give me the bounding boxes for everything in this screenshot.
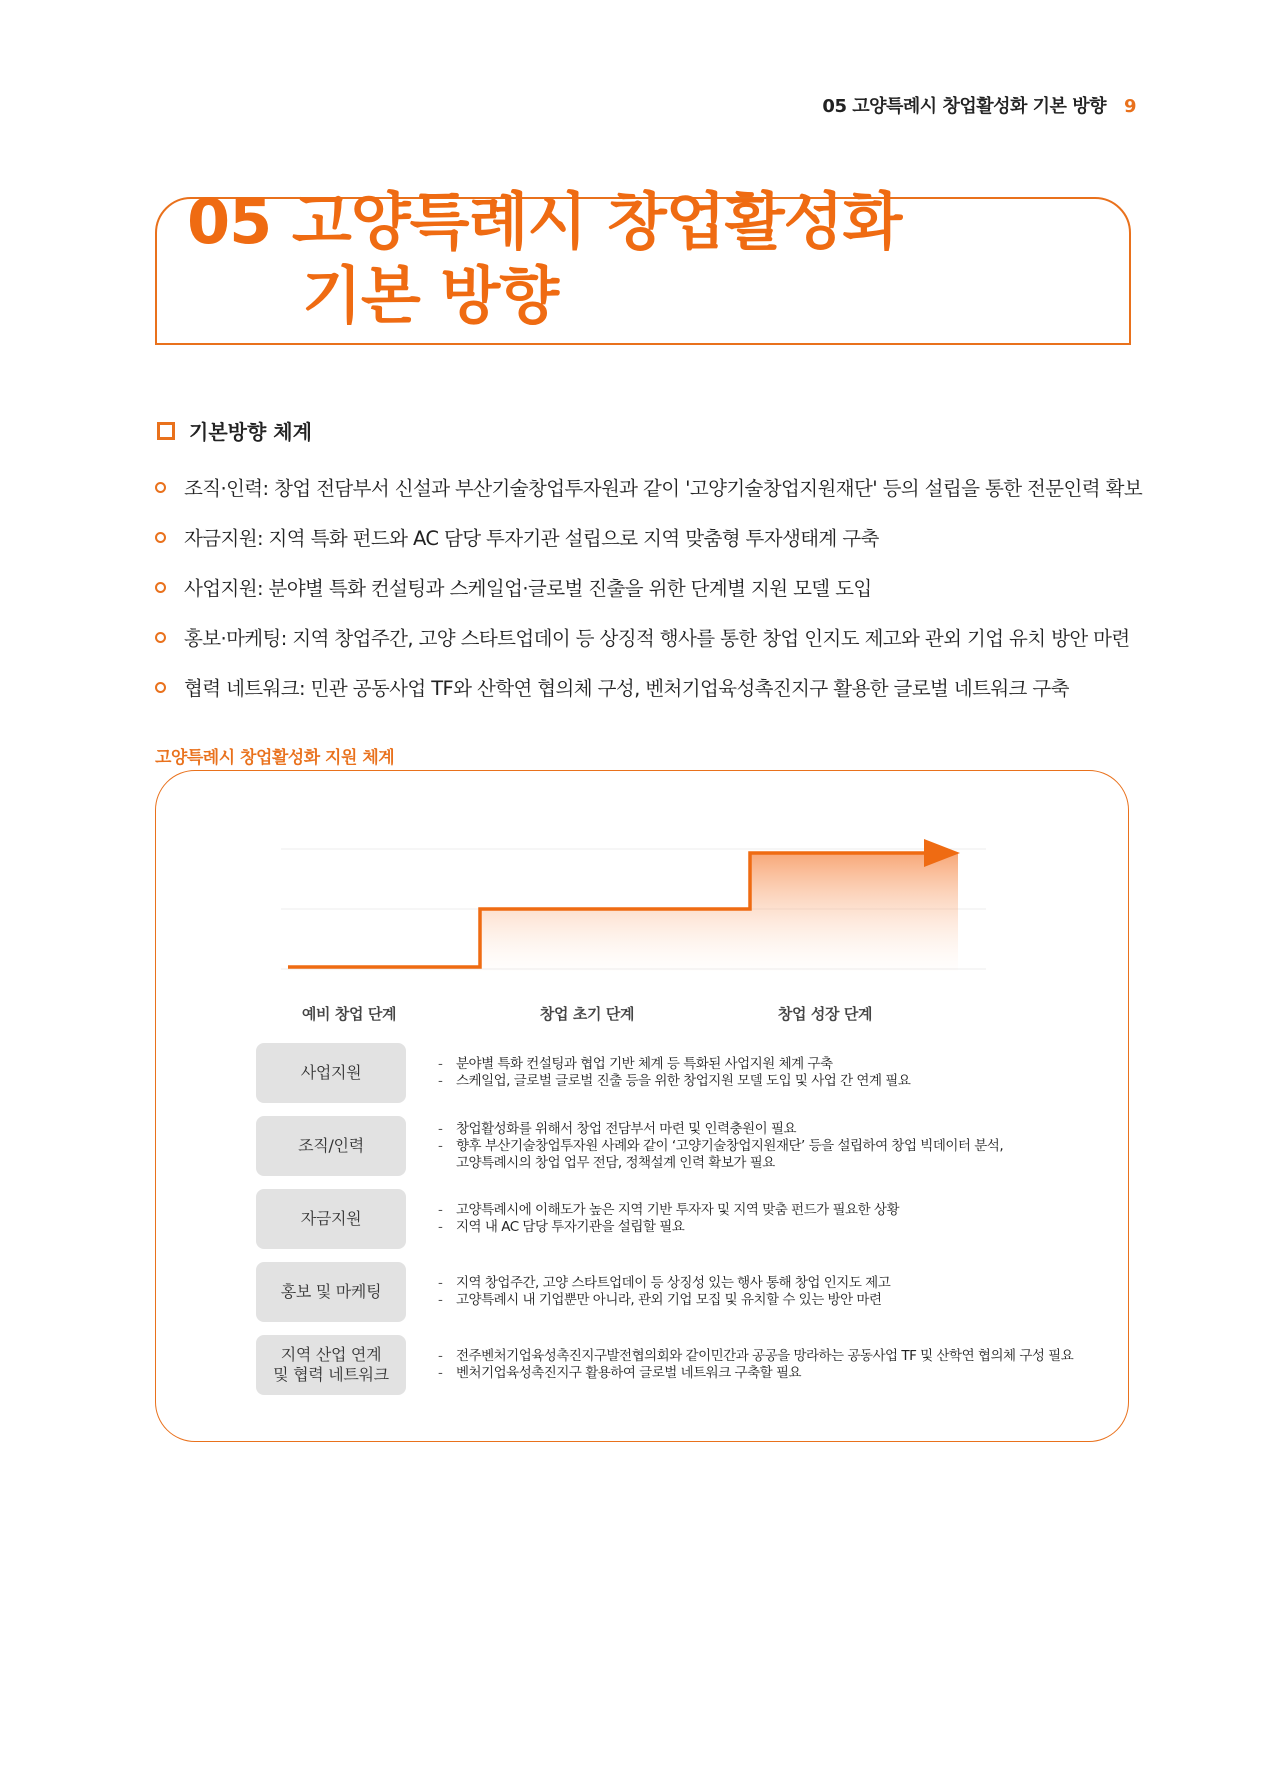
circle-bullet-icon [155, 682, 166, 693]
row-label-text: 조직/인력 [298, 1136, 364, 1155]
desc-text: 스케일업, 글로벌 글로벌 진출 등을 위한 창업지원 모델 도입 및 사업 간 연계 필요 [456, 1073, 911, 1089]
desc-line: - 창업활성화를 위해서 창업 전담부서 마련 및 인력충원이 필요 [438, 1120, 797, 1137]
bullet-text: 자금지원: 지역 특화 펀드와 AC 담당 투자기관 설립으로 지역 맞춤형 투자생태계 구축 [184, 527, 879, 550]
chapter-title-line1: 05 고양특례시 창업활성화 [187, 185, 902, 258]
section-heading-text: 기본방향 체계 [189, 420, 312, 444]
row-label-line: 및 협력 네트워크 [273, 1365, 389, 1384]
circle-bullet-icon [155, 532, 166, 543]
desc-text: 고양특례시 내 기업뿐만 아니라, 관외 기업 모집 및 유치할 수 있는 방안 마련 [456, 1292, 882, 1308]
desc-line: - 분야별 특화 컨설팅과 협업 기반 체계 등 특화된 사업지원 체계 구축 [438, 1056, 833, 1072]
row-label-text [273, 1345, 389, 1385]
row-label-text: 사업지원 [300, 1063, 362, 1082]
step-area-fill [288, 853, 958, 971]
row-label-line: 지역 산업 연계 [280, 1345, 382, 1364]
row-label-text: 홍보 및 마케팅 [280, 1282, 382, 1301]
chapter-title-line2: 기본 방향 [302, 259, 559, 332]
support-row-network [256, 1335, 1076, 1395]
desc-text: 지역 내 AC 담당 투자기관을 설립할 필요 [456, 1219, 685, 1235]
desc-text: 고양특례시에 이해도가 높은 지역 기반 투자자 및 지역 맞춤 펀드가 필요한 상황 [456, 1202, 900, 1218]
row-label-text: 자금지원 [300, 1209, 362, 1228]
section-heading [157, 416, 312, 445]
square-bullet-icon [157, 422, 175, 440]
desc-text: 지역 창업주간, 고양 스타트업데이 등 상징성 있는 행사 통해 창업 인지도 제고 [456, 1275, 891, 1291]
stage-label-pre: 예비 창업 단계 [301, 1005, 397, 1023]
desc-text: 전주벤처기업육성촉진지구발전협의회와 같이민간과 공공을 망라하는 공동사업 TF 및 산학연 협의체 구성 필요 [456, 1348, 1074, 1364]
row-label [256, 1116, 406, 1176]
bullet-text: 조직·인력: 창업 전담부서 신설과 부산기술창업투자원과 같이 '고양기술창업지원재단' 등의 설립을 통한 전문인력 확보 [184, 477, 1143, 500]
page-number: 9 [1123, 96, 1136, 117]
circle-bullet-icon [155, 482, 166, 493]
desc-line: - 향후 부산기술창업투자원 사례와 같이 ‘고양기술창업지원재단’ 등을 설립하여 창업 빅데이터 분석, [438, 1137, 1004, 1154]
chapter-title-box [155, 185, 1131, 345]
desc-line: - 고양특례시에 이해도가 높은 지역 기반 투자자 및 지역 맞춤 펀드가 필요한 상황 [438, 1202, 900, 1218]
row-description [438, 1121, 1003, 1172]
desc-text: 고양특례시의 창업 업무 전담, 정책설계 인력 확보가 필요 [456, 1154, 775, 1171]
bullet-text: 홍보·마케팅: 지역 창업주간, 고양 스타트업데이 등 상징적 행사를 통한 창업 인지도 제고와 관외 기업 유치 방안 마련 [184, 627, 1130, 650]
desc-line: - 전주벤처기업육성촉진지구발전협의회와 같이민간과 공공을 망라하는 공동사업 TF 및 산학연 협의체 구성 필요 [438, 1348, 1074, 1364]
support-row-business [256, 1043, 1076, 1103]
desc-line: - 지역 내 AC 담당 투자기관을 설립할 필요 [438, 1219, 685, 1235]
desc-line: - 스케일업, 글로벌 글로벌 진출 등을 위한 창업지원 모델 도입 및 사업 간 연계 필요 [438, 1073, 911, 1089]
row-description [438, 1348, 1073, 1382]
circle-bullet-icon [155, 582, 166, 593]
support-row-marketing [256, 1262, 1076, 1322]
desc-line: - 지역 창업주간, 고양 스타트업데이 등 상징성 있는 행사 통해 창업 인지도 제고 [438, 1275, 891, 1291]
support-row-organization [256, 1116, 1076, 1176]
desc-line: - 고양특례시 내 기업뿐만 아니라, 관외 기업 모집 및 유치할 수 있는 방안 마련 [438, 1292, 882, 1308]
circle-bullet-icon [155, 632, 166, 643]
desc-text: 벤처기업육성촉진지구 활용하여 글로벌 네트워크 구축할 필요 [456, 1365, 802, 1381]
bullet-text: 협력 네트워크: 민관 공동사업 TF와 산학연 협의체 구성, 벤처기업육성촉진지구 활용한 글로벌 네트워크 구축 [184, 677, 1069, 700]
bullet-item [155, 462, 1143, 512]
desc-text: 분야별 특화 컨설팅과 협업 기반 체계 등 특화된 사업지원 체계 구축 [456, 1056, 833, 1072]
bullet-item [155, 662, 1135, 712]
row-label [256, 1262, 406, 1322]
desc-line: - 벤처기업육성촉진지구 활용하여 글로벌 네트워크 구축할 필요 [438, 1365, 802, 1381]
running-header-title: 05 고양특례시 창업활성화 기본 방향 [822, 96, 1106, 117]
figure-caption: 고양특례시 창업활성화 지원 체계 [155, 748, 395, 768]
row-label [256, 1335, 406, 1395]
desc-text: 향후 부산기술창업투자원 사례와 같이 ‘고양기술창업지원재단’ 등을 설립하여 창업 빅데이터 분석, [456, 1137, 1004, 1154]
support-row-funding [256, 1189, 1076, 1249]
running-header [822, 92, 1136, 118]
row-label [256, 1189, 406, 1249]
bullet-item [155, 512, 1135, 562]
step-growth-chart [156, 771, 1130, 1001]
figure-box [155, 770, 1129, 1442]
bullet-list [155, 462, 1143, 712]
desc-line [438, 1155, 1003, 1172]
bullet-item [155, 612, 1135, 662]
row-description [438, 1275, 890, 1309]
row-description [438, 1202, 899, 1236]
row-description [438, 1056, 910, 1090]
bullet-text: 사업지원: 분야별 특화 컨설팅과 스케일업·글로벌 진출을 위한 단계별 지원 모델 도입 [184, 577, 872, 600]
desc-text: 창업활성화를 위해서 창업 전담부서 마련 및 인력충원이 필요 [456, 1120, 797, 1137]
bullet-item [155, 562, 1135, 612]
row-label [256, 1043, 406, 1103]
stage-label-growth: 창업 성장 단계 [777, 1005, 873, 1023]
stage-label-early: 창업 초기 단계 [539, 1005, 635, 1023]
